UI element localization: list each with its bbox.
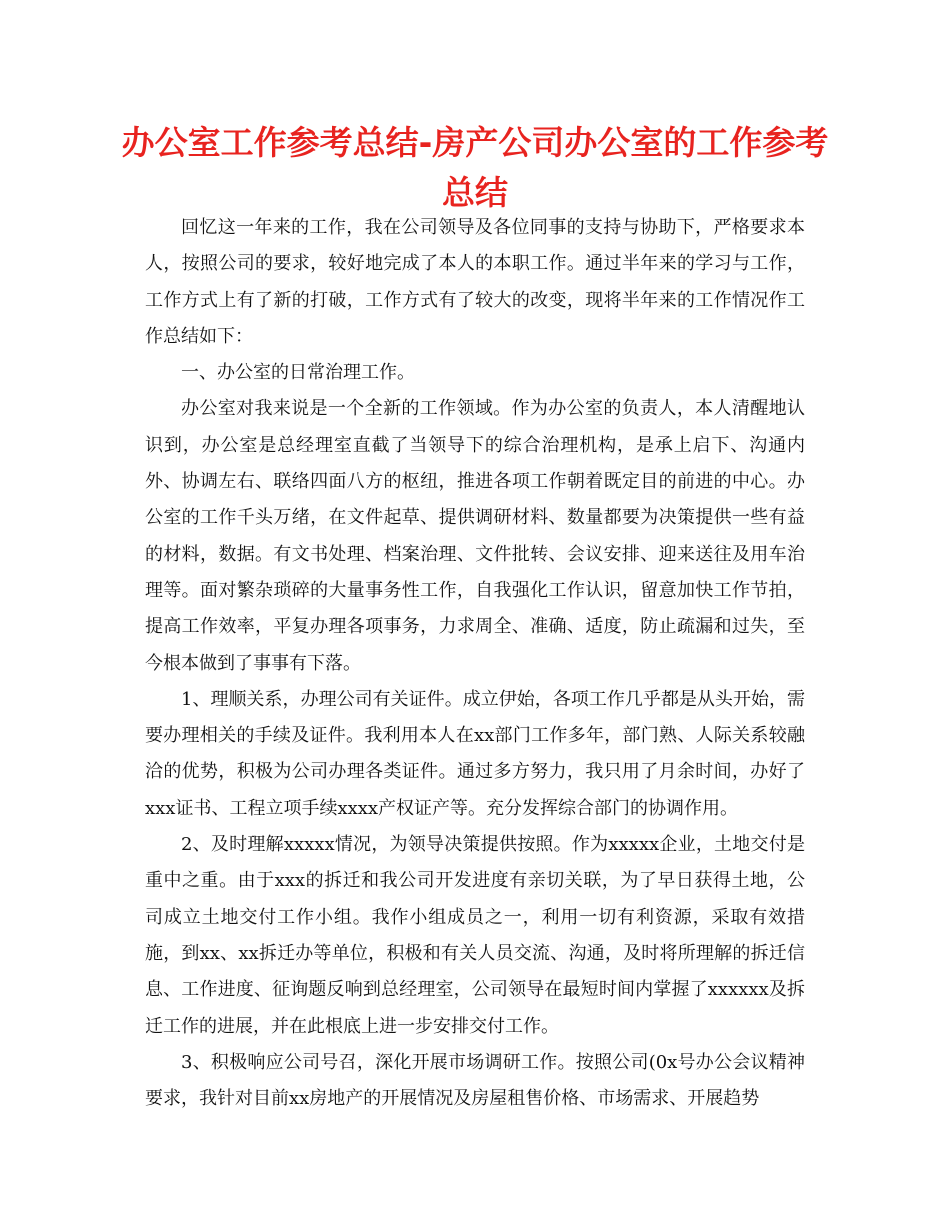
paragraph-intro: 回忆这一年来的工作，我在公司领导及各位同事的支持与协助下，严格要求本人，按照公司的要求，较好地完成了本人的本职工作。通过半年来的学习与工作，工作方式上有了新的打破，工作方式有了较大的改变，现将半年来的工作情况作工作总结如下： [145, 217, 805, 347]
paragraph-item-1: 1、理顺关系，办理公司有关证件。成立伊始，各项工作几乎都是从头开始，需要办理相关的手续及证件。我利用本人在xx部门工作多年，部门熟、人际关系较融洽的优势，积极为公司办理各类证件。通过多方努力，我只用了月余时间，办好了xxx证书、工程立项手续xxxx产权证产等。充分发挥综合部门的协调作用。 [145, 688, 805, 819]
section-heading-1: 一、办公室的日常治理工作。 [181, 362, 415, 384]
paragraph-office-overview: 办公室对我来说是一个全新的工作领域。作为办公室的负责人，本人清醒地认识到，办公室是总经理室直截了当领导下的综合治理机构，是承上启下、沟通内外、协调左右、联络四面八方的枢纽，推进各项工作朝着既定目的前进的中心。办公室的工作千头万绪，在文件起草、提供调研材料、数量都要为决策提供一些有益的材料，数据。有文书处理、档案治理、文件批转、会议安排、迎来送往及用车治理等。面对繁杂琐碎的大量事务性工作，自我强化工作认识，留意加快工作节拍，提高工作效率，平复办理各项事务，力求周全、准确、适度，防止疏漏和过失，至今根本做到了事事有下落。 [145, 398, 805, 674]
document-title: 办公室工作参考总结-房产公司办公室的工作参考总结 [121, 123, 829, 212]
paragraph-item-2: 2、及时理解xxxxx情况，为领导决策提供按照。作为xxxxx企业，土地交付是重中之重。由于xxx的拆迁和我公司开发进度有亲切关联，为了早日获得土地，公司成立土地交付工作小组。我作小组成员之一，利用一切有利资源，采取有效措施，到xx、xx拆迁办等单位，积极和有关人员交流、沟通，及时将所理解的拆迁信息、工作进度、征询题反响到总经理室，公司领导在最短时间内掌握了xxxxxx及拆迁工作的进展，并在此根底上进一步安排交付工作。 [145, 834, 805, 1037]
paragraph-item-3: 3、积极响应公司号召，深化开展市场调研工作。按照公司(0x号办公会议精神要求，我针对目前xx房地产的开展情况及房屋租售价格、市场需求、开展趋势 [145, 1051, 805, 1110]
document-body [145, 210, 805, 1117]
